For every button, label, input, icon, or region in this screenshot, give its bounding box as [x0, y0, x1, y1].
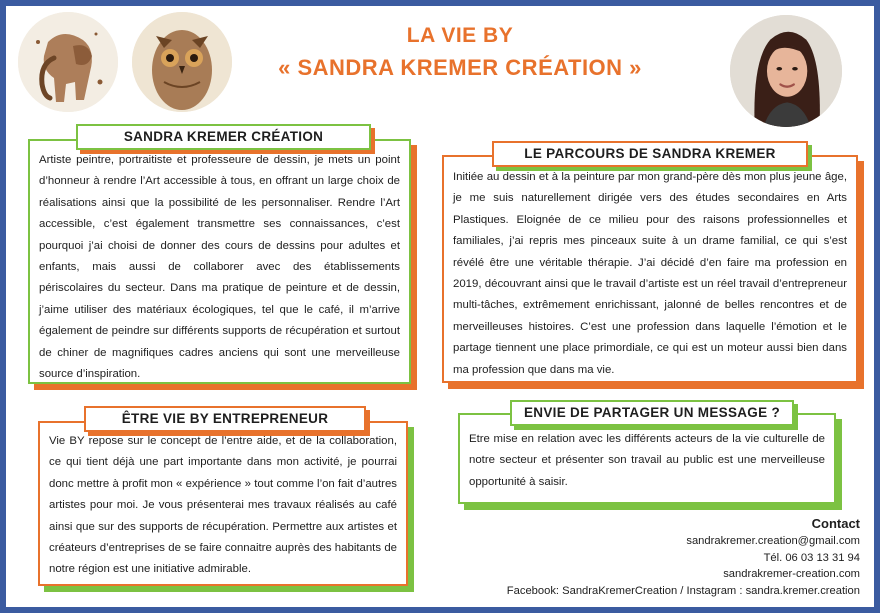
creation-heading: SANDRA KREMER CRÉATION [76, 124, 371, 150]
message-heading: ENVIE DE PARTAGER UN MESSAGE ? [510, 400, 794, 426]
entrepreneur-text: Vie BY repose sur le concept de l’entre aide, et de la collaboration, ce qui tient déjà une part importante dans mon activité, je pourrai donc mettre à profit mon « expérience » tout comme l’on fait d’autres artistes pour moi. Je vous présenterai mes travaux réalisés au café ainsi que sur des supports de récupération. Permettre aux artistes et créateurs d’entreprises de se faire connaitre auprès des habitants de notre région est une initiative admirable. [49, 435, 397, 576]
elephant-painting-image [18, 12, 118, 112]
message-text: Etre mise en relation avec les différents acteurs de la vie culturelle de notre secteur et présenter son travail au public est une merveilleuse opportunité à saisir. [469, 433, 825, 488]
person-portrait-icon [730, 15, 842, 127]
parcours-text: Initiée au dessin et à la peinture par mon grand-père dès mon plus jeune âge, je me suis naturellement dirigée vers des études secondaires en Arts Plastiques. Eloignée de ce milieu pour des raisons professionnelles et familiales, j’ai repris mes pinceaux suite à un drame familial, ce qui s’est révélé être une véritable thérapie. J’ai décidé d’en faire ma profession en 2019, découvrant ainsi que le travail d’artiste est un réel travail d’entrepreneur multi-tâches, extrêmement enrichissant, jalonné de belles rencontres et de merveilleuses histoires. C’est une profession dans laquelle l’émotion et le partage tiennent une place primordiale, ce qui est un moteur aussi bien dans ma profession que dans ma vie. [453, 171, 847, 376]
contact-phone[interactable]: Tél. 06 03 13 31 94 [763, 551, 860, 564]
page-title-line-1: LA VIE BY [406, 24, 514, 47]
entrepreneur-heading: ÊTRE VIE BY ENTREPRENEUR [84, 406, 366, 432]
contact-email[interactable]: sandrakremer.creation@gmail.com [686, 535, 860, 547]
parcours-heading: LE PARCOURS DE SANDRA KREMER [492, 141, 808, 167]
entrepreneur-box [38, 421, 408, 586]
contact-title: Contact [811, 516, 860, 531]
contact-website[interactable]: sandrakremer-creation.com [723, 568, 860, 581]
contact-social[interactable]: Facebook: SandraKremerCreation / Instagram : sandra.kremer.creation [506, 584, 860, 597]
page-title-line-2: « SANDRA KREMER CRÉATION » [278, 55, 642, 80]
parcours-box [442, 155, 858, 383]
owl-icon [132, 12, 232, 112]
message-box [458, 413, 836, 504]
portrait-photo [730, 15, 842, 127]
creation-box [28, 139, 411, 384]
contact-block [507, 515, 860, 599]
creation-text: Artiste peintre, portraitiste et professeure de dessin, je mets un point d’honneur à rendre l’Art accessible à tous, en offrant un large choix de réalisations ainsi que la possibilité de les personnaliser. Rendre l’Art accessible, c’est également transmettre ses connaissances, c’est pourquoi j’ai choisi de donner des cours de dessins pour adultes et enfants, mais aussi de collaborer avec des établissements périscolaires du secteur. Dans ma pratique de peinture et de dessin, j’aime utiliser des matériaux écologiques, tel que le café, il m’arrive également de peindre sur différents supports de récupération et surtout de chiner de magnifiques cadres anciens qui sont une merveilleuse source d’inspiration. [39, 154, 400, 381]
owl-painting-image [132, 12, 232, 112]
elephant-icon [18, 12, 118, 112]
